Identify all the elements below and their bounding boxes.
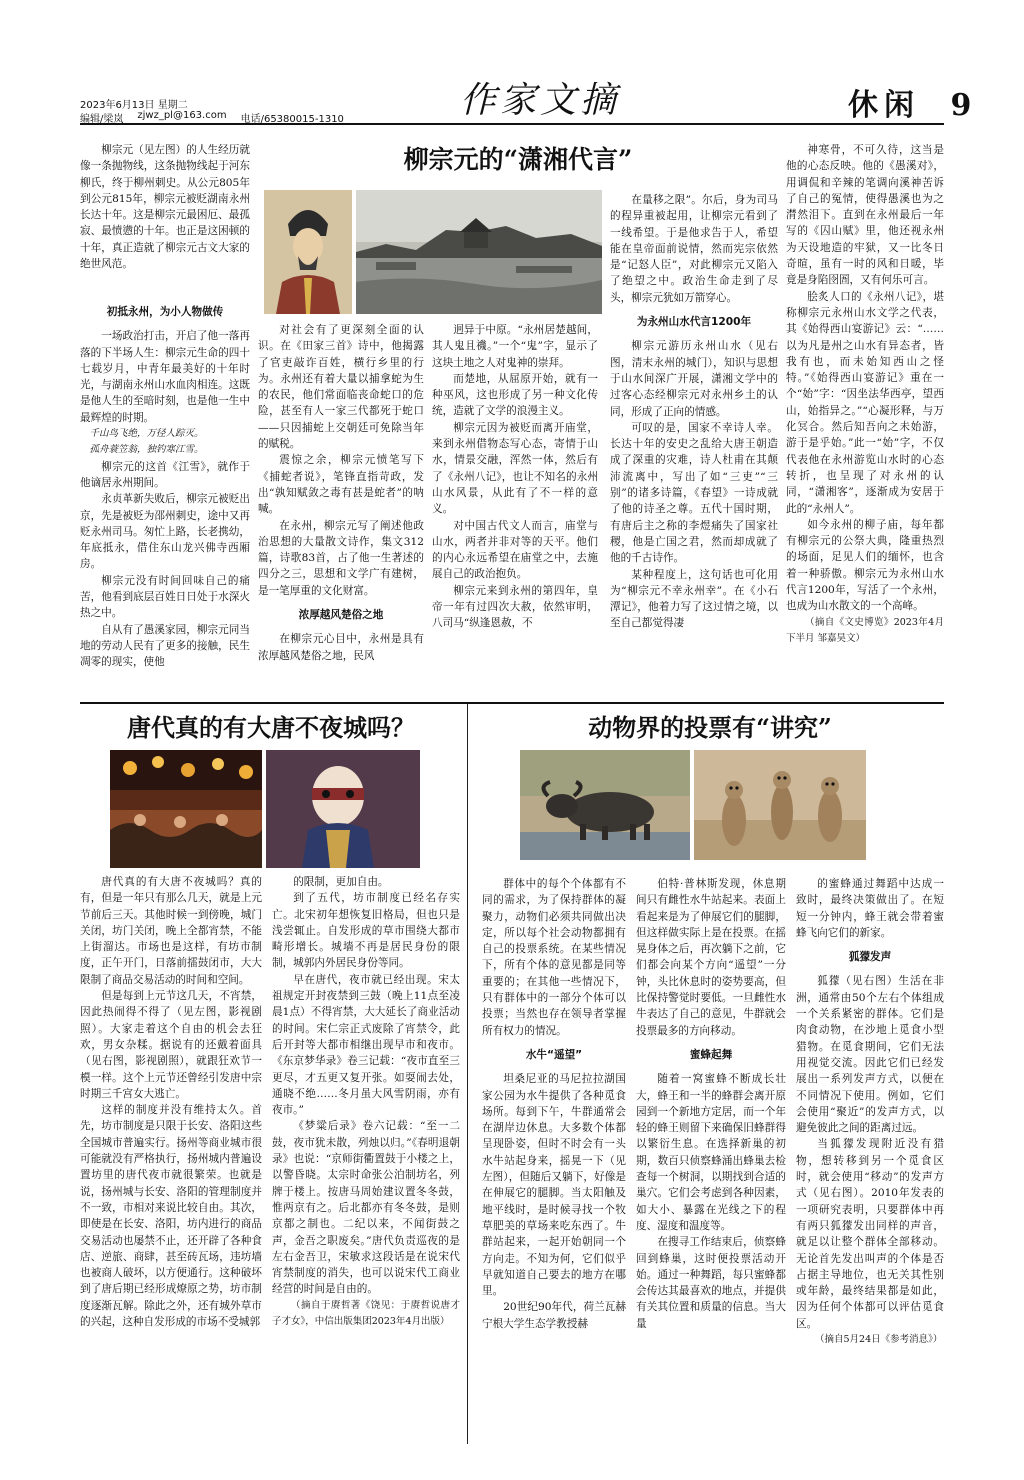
paragraph: 迥异于中原。“永州居楚越间，其人鬼且禨。”一个“鬼”字，显示了这块土地之人对鬼神的崇拜。 xyxy=(432,324,598,369)
paragraph: 唐代真的有大唐不夜城吗？真的有，但是一年只有那么几天，就是上元节前后三天。其他时候一到傍晚，城门关闭，坊门关闭，晚上全都宵禁，不能上街溜达。市场也是这样，有坊市制度，正午开门，日落前擂鼓闭市，大大限制了商品交易活动的时间和空间。 xyxy=(80,876,262,986)
page-number: 9 xyxy=(950,88,978,123)
paragraph: 永贞革新失败后，柳宗元被贬出京，先是被贬为邵州刺史，途中又再贬永州司马。匆忙上路，长老携幼，年底抵永，借住东山龙兴佛寺西厢房。 xyxy=(80,493,250,571)
paragraph: 但是每到上元节这几天，不宵禁，因此热闹得不得了（见左图，影视剧照）。大家走着这个自由的机会去狂欢，男女杂糅。据说有的还戴着面具（见右图，影视剧照），就跟狂欢节一模一样。这个上元节还曾经引发唐中宗时期三千宫女大逃亡。 xyxy=(80,990,262,1100)
paragraph: 震惊之余，柳宗元愤笔写下《捕蛇者说》，笔锋直指苛政，发出“孰知赋敛之毒有甚是蛇者”的呐喊。 xyxy=(258,454,424,516)
editor-phone: 电话/65380015-1310 xyxy=(240,114,344,125)
poem-line: 孤舟蓑笠翁，独钓寒江雪。 xyxy=(89,444,204,456)
paragraph: 当狐獴发现附近没有猎物，想转移到另一个觅食区时，就会使用“移动”的发声方式（见右图）。2010年发表的一项研究表明，只要群体中再有两只狐獴发出同样的声音，就足以让整个群体全部移动。无论首先发出叫声的个体是否占据主导地位，也无关其性别或年龄，最终结果都是如此，因为任何个体都可以评估觅食区。 xyxy=(796,1138,944,1330)
paragraph: 的蜜蜂通过舞蹈中达成一致时，最终决策做出了。在短短一分钟内，蜂王就会带着蜜蜂飞向它们的新家。 xyxy=(796,878,944,939)
article1-col2 xyxy=(258,322,424,696)
article3-col3 xyxy=(796,876,944,1454)
paragraph: 群体中的每个个体都有不同的需求，为了保持群体的凝聚力，动物们必须共同做出决定，所以每个社会动物都拥有自己的投票系统。在某些情况下，所有个体的意见都是同等重要的；在其他一些情况下，只有群体中的一部分个体可以投票；当然也存在领导者掌握所有权力的情况。 xyxy=(482,878,626,1037)
buffalo-photo xyxy=(520,750,690,860)
article2-title: 唐代真的有大唐不夜城吗？ xyxy=(127,713,415,742)
paragraph: 这样的制度并没有维持太久。首先，坊市制度是只限于长安、洛阳这些全国城市普遍实行。扬州等商业城市很可能就没有严格执行，扬州城内普遍设置坊里的唐代夜市就很繁荣。也就是说，扬州城与长安、洛阳的管理制度并不一致，市相对来说比较自由。其次，即使是在长安、洛阳，坊内进行的商品交易活动也屡禁不止，还开辟了各种食店、逆旅、商肆，甚至砖瓦场，违坊墙也被商人破坏，以方便通行。这种破坏到了唐后期已经形成燎原之势，坊市制度逐渐瓦解。除此之外，还有城外草市的兴起，这种自发形成的市场不受城郭 xyxy=(80,1104,262,1329)
paragraph: 伯特·普林斯发现，休息期间只有雌性水牛站起来。表面上看起来是为了伸展它们的腿脚，但这样做实际上是在投票。在摇晃身体之后，再次躺下之前，它们都会向某个方向“遥望”一分钟，头比休息时的姿势要高，但比保持警觉时要低。一旦雌性水牛表达了自己的意见，牛群就会投票最多的方向移动。 xyxy=(636,878,786,1037)
article1-col1-lower xyxy=(80,296,250,696)
paragraph: 在搜寻工作结束后，侦察蜂回到蜂巢，这时便投票活动开始。通过一种舞蹈，每只蜜蜂都会传达其最喜欢的地点，并提供有关其位置和质量的信息。当大量 xyxy=(636,1236,786,1330)
paragraph: 柳宗元（见左图）的人生经历就像一条抛物线，这条抛物线起于河东柳氏，终于柳州刺史。从公元805年到公元815年，柳宗元被贬湖南永州长达十年。这是柳宗元最困厄、最孤寂、最愤懑的十年。也正是这困顿的十年，真正造就了柳宗元古文大家的绝世风范。 xyxy=(80,144,250,271)
paragraph: 的限制，更加自由。 xyxy=(293,876,389,888)
paragraph: 在柳宗元心目中，永州是具有浓厚越风楚俗之地，民风 xyxy=(258,633,424,662)
paragraph: 而楚地，从屈原开始，就有一种巫风，这也形成了另一种文化传统，造就了文学的浪漫主义。 xyxy=(432,372,598,418)
masthead-logo: 作家文摘 xyxy=(460,80,621,121)
article1-subheading-1: 初抵永州，为小人物做传 xyxy=(106,306,224,318)
paragraph: 神寒骨，不可久待，这当是他的心态反映。他的《愚溪对》，用调侃和辛辣的笔调向溪神苦诉了自己的冤情，使得愚溪也为之潸然泪下。直到在永州最后一年写的《囚山赋》里，他还视永州为天设地造的牢狱，又一比冬日奇暄，虽有一时的风和日暖，毕竟是身陷囹圄，又有何乐可言。 xyxy=(786,144,944,287)
paragraph: 柳宗元没有时间回味自己的痛苦，他看到底层百姓日日处于水深火热之中。 xyxy=(80,574,250,620)
paragraph: 自从有了愚溪家园，柳宗元同当地的劳动人民有了更多的接触，民生凋零的现实，使他 xyxy=(80,623,250,669)
article3-subheading-1: 水牛“遥望” xyxy=(525,1048,583,1061)
paragraph: 柳宗元游历永州山水（见右图，清末永州的城门），知识与思想于山水间深广开展，潇湘文学中的过客心态经柳宗元对永州乡土的认同，形成了正向的情感。 xyxy=(610,340,778,418)
paragraph: 如今永州的柳子庙，每年都有柳宗元的公祭大典，隆重热烈的场面，足见人们的缅怀，也含着一种骄傲。柳宗元为永州山水代言1200年，写活了一个永州，也成为山水散文的一个高峰。 xyxy=(786,518,944,613)
article1-col1 xyxy=(80,142,250,302)
issue-date: 2023年6月13日 星期二 xyxy=(80,100,188,111)
lantern-festival-still xyxy=(110,750,262,868)
editor-email: zjwz_pl@163.com xyxy=(137,110,227,121)
paragraph: 一场政治打击，开启了他一落再落的下半场人生：柳宗元生命的四十七载岁月，中青年最美好的十年时光，与湖南永州山水血肉相连。这既是他人生的至暗时刻，也是他一生中最辉煌的时期。 xyxy=(80,330,250,424)
article1-col4 xyxy=(610,192,778,696)
paragraph: 《梦粱后录》卷六记载：“至一二鼓，夜市犹未散，列烛以归。”《春明退朝录》也说：“京师街衢置鼓于小楼之上，以警昏晓。太宗时命张公泊制坊名，列牌于楼上。按唐马周始建议置冬冬鼓，惟两京有之。后北都亦有冬冬鼓，是则京都之制也。二纪以来，不闻街鼓之声，金吾之职废矣。”唐代负责巡夜的是左右金吾卫，宋敏求这段话是在说宋代宵禁制度的消失，也可以说宋代工商业经营的时间是自由的。 xyxy=(272,1120,460,1296)
paragraph: 对社会有了更深刻全面的认识。在《田家三首》诗中，他揭露了官吏敲诈百姓，横行乡里的行为。永州还有着大量以捕拿蛇为生的农民，他们常面临丧命蛇口的危险，甚至有人一家三代都死于蛇口——只因捕蛇上交朝廷可免除当年的赋税。 xyxy=(258,324,424,451)
paragraph: 柳宗元的这首《江雪》，就作于他谪居永州期间。 xyxy=(80,460,250,489)
column-divider xyxy=(467,704,468,1444)
paragraph: 可叹的是，国家不幸诗人幸。长达十年的安史之乱给大唐王朝造成了深重的灾难，诗人杜甫在其颠沛流离中，写出了如“三吏”“三别”的诸多诗篇，《春望》一诗成就了他的诗圣之尊。五代十国时期，有唐后主之称的李煜痛失了国家社稷，他是亡国之君，然而却成就了他的千古诗作。 xyxy=(610,421,778,565)
meerkat-photo xyxy=(694,750,866,860)
paragraph: 在永州，柳宗元写了阐述他政治思想的大量散文诗作，集文312篇，诗歌83首，占了他一生著述的四分之三，思想和文学广有建树，是一笔厚重的文化财富。 xyxy=(258,519,424,597)
paragraph: 随着一窝蜜蜂不断成长壮大，蜂王和一半的蜂群会离开原园到一个新地方定居，而一个年轻的蜂王则留下来确保旧蜂群得以繁衍生息。在选择新巢的初期，数百只侦察蜂涌出蜂巢去检查每一个树洞，以期找到合适的巢穴。它们会考虑到各种因素，如大小、暴露在光线之下的程度、湿度和温度等。 xyxy=(636,1073,786,1232)
paragraph: 20世纪90年代，荷兰瓦赫宁根大学生态学教授赫 xyxy=(482,1301,626,1330)
article3-source: （摘自5月24日《参考消息》） xyxy=(815,1334,943,1346)
paragraph: 狐獴（见右图）生活在非洲，通常由50个左右个体组成一个关系紧密的群体。它们是肉食动物，在沙地上觅食小型猎物。在觅食期间，它们无法用视觉交流。因此它们已经发展出一系列发声方式，以便在不同情况下使用。例如，它们会使用“聚近”的发声方式，以避免彼此之间的距离过远。 xyxy=(796,975,944,1135)
paragraph: 脍炙人口的《永州八记》，堪称柳宗元永州山水文学之代表，其《始得西山宴游记》云：“……以为凡是州之山水有异态者，皆我有也，而未始知西山之怪特。”《始得西山宴游记》重在一个“始”字：“因坐法华西亭，望西山，始指异之。”“心凝形释，与万化冥合。然后知吾向之未始游，游于是乎始。”此一“始”字，不仅代表他在永州游览山水时的心态转折，也呈现了对永州的认同，“潇湘客”，逐渐成为安居于此的“永州人”。 xyxy=(786,290,944,515)
paragraph: 柳宗元来到永州的第四年，皇帝一年有过四次大赦，依然审明，八司马“纵逢恩赦，不 xyxy=(432,584,598,630)
paragraph: 对中国古代文人而言，庙堂与山水，两者并非对等的天平。他们的内心永远希望在庙堂之中，去施展自己的政治抱负。 xyxy=(432,519,598,581)
article3-subheading-2: 蜜蜂起舞 xyxy=(689,1048,733,1061)
article3-title: 动物界的投票有“讲究” xyxy=(588,713,832,742)
paragraph: 早在唐代，夜市就已经出现。宋太祖规定开封夜禁到三鼓（晚上11点至凌晨1点）不得宵禁，大大延长了商业活动的时间。宋仁宗正式废除了宵禁令，此后开封等大都市相继出现早市和夜市。《东京梦华录》卷三记载：“夜市直至三更尽，才五更又复开张。如耍闹去处，通晓不绝……冬月虽大风雪阴雨，亦有夜市。” xyxy=(272,973,460,1117)
paragraph: 到了五代，坊市制度已经名存实亡。北宋初年想恢复旧格局，但也只是浅尝辄止。自发形成的草市围绕大都市畸形增长。城墙不再是居民身份的限制，城郭内外居民身份等同。 xyxy=(272,892,460,970)
article3-col2 xyxy=(636,876,786,1454)
article2-source: （摘自于赓哲著《饶见：于赓哲说唐才子才女》，中信出版集团2023年4月出版） xyxy=(272,1299,460,1328)
article1-subheading-3: 为永州山水代言1200年 xyxy=(636,316,752,329)
section-title xyxy=(848,80,977,124)
article1-col5 xyxy=(786,142,944,698)
section-name: 休闲 xyxy=(848,88,920,123)
article2-col2 xyxy=(272,874,460,1454)
liu-zongyuan-portrait xyxy=(264,190,352,314)
editor-name: 编辑/梁岚 xyxy=(80,114,124,125)
article1-col3 xyxy=(432,322,598,696)
paragraph: 柳宗元因为被贬而离开庙堂，来到永州借物态写心态，寄情于山水，情景交融，浑然一体，然后有了《永州八记》，也让不知名的永州山水风景，从此有了不一样的意义。 xyxy=(432,421,598,516)
article3-col1 xyxy=(482,876,626,1454)
poem-line: 千山鸟飞绝，万径人踪灭。 xyxy=(89,428,204,440)
article1-subheading-2: 浓厚越风楚俗之地 xyxy=(298,609,384,622)
header-rule xyxy=(80,123,944,125)
masked-figure-still xyxy=(266,750,420,868)
article1-title: 柳宗元的“潇湘代言” xyxy=(403,145,633,174)
article2-col1 xyxy=(80,874,262,1454)
article3-subheading-3: 狐獴发声 xyxy=(848,951,892,964)
paragraph: 某种程度上，这句话也可化用为“柳宗元不幸永州幸”。在《小石潭记》，他着力写了这过情之境，以至自己都觉得凄 xyxy=(610,568,778,630)
article1-source: （摘自《文史博览》2023年4月下半月 邹嘉昊文） xyxy=(786,616,944,644)
paragraph: 坦桑尼亚的马尼拉拉湖国家公园为水牛提供了各种觅食场所。每到下午，牛群通常会在湖岸边休息。大多数个体都呈现卧姿，但时不时会有一头水牛站起身来，摇晃一下（见左图），但随后又躺下，好像是在伸展它的腿脚。当太阳触及地平线时，是时候寻找一个牧草肥美的草场来吃东西了。牛群站起来，一起开始朝同一个方向走。不知为何，它们似乎早就知道自己要去的地方在哪里。 xyxy=(482,1073,626,1298)
yongzhou-city-gate-photo xyxy=(356,190,602,314)
section-divider xyxy=(80,702,944,704)
paragraph: 在量移之限”。尔后，身为司马的程异重被起用，让柳宗元看到了一线希望。于是他求告于人，希望能在皇帝面前说情，然而宪宗依然是“记怒人臣”，对此柳宗元又陷入了绝望之中。政治生命走到了尽头，柳宗元犹如万箭穿心。 xyxy=(610,194,778,304)
